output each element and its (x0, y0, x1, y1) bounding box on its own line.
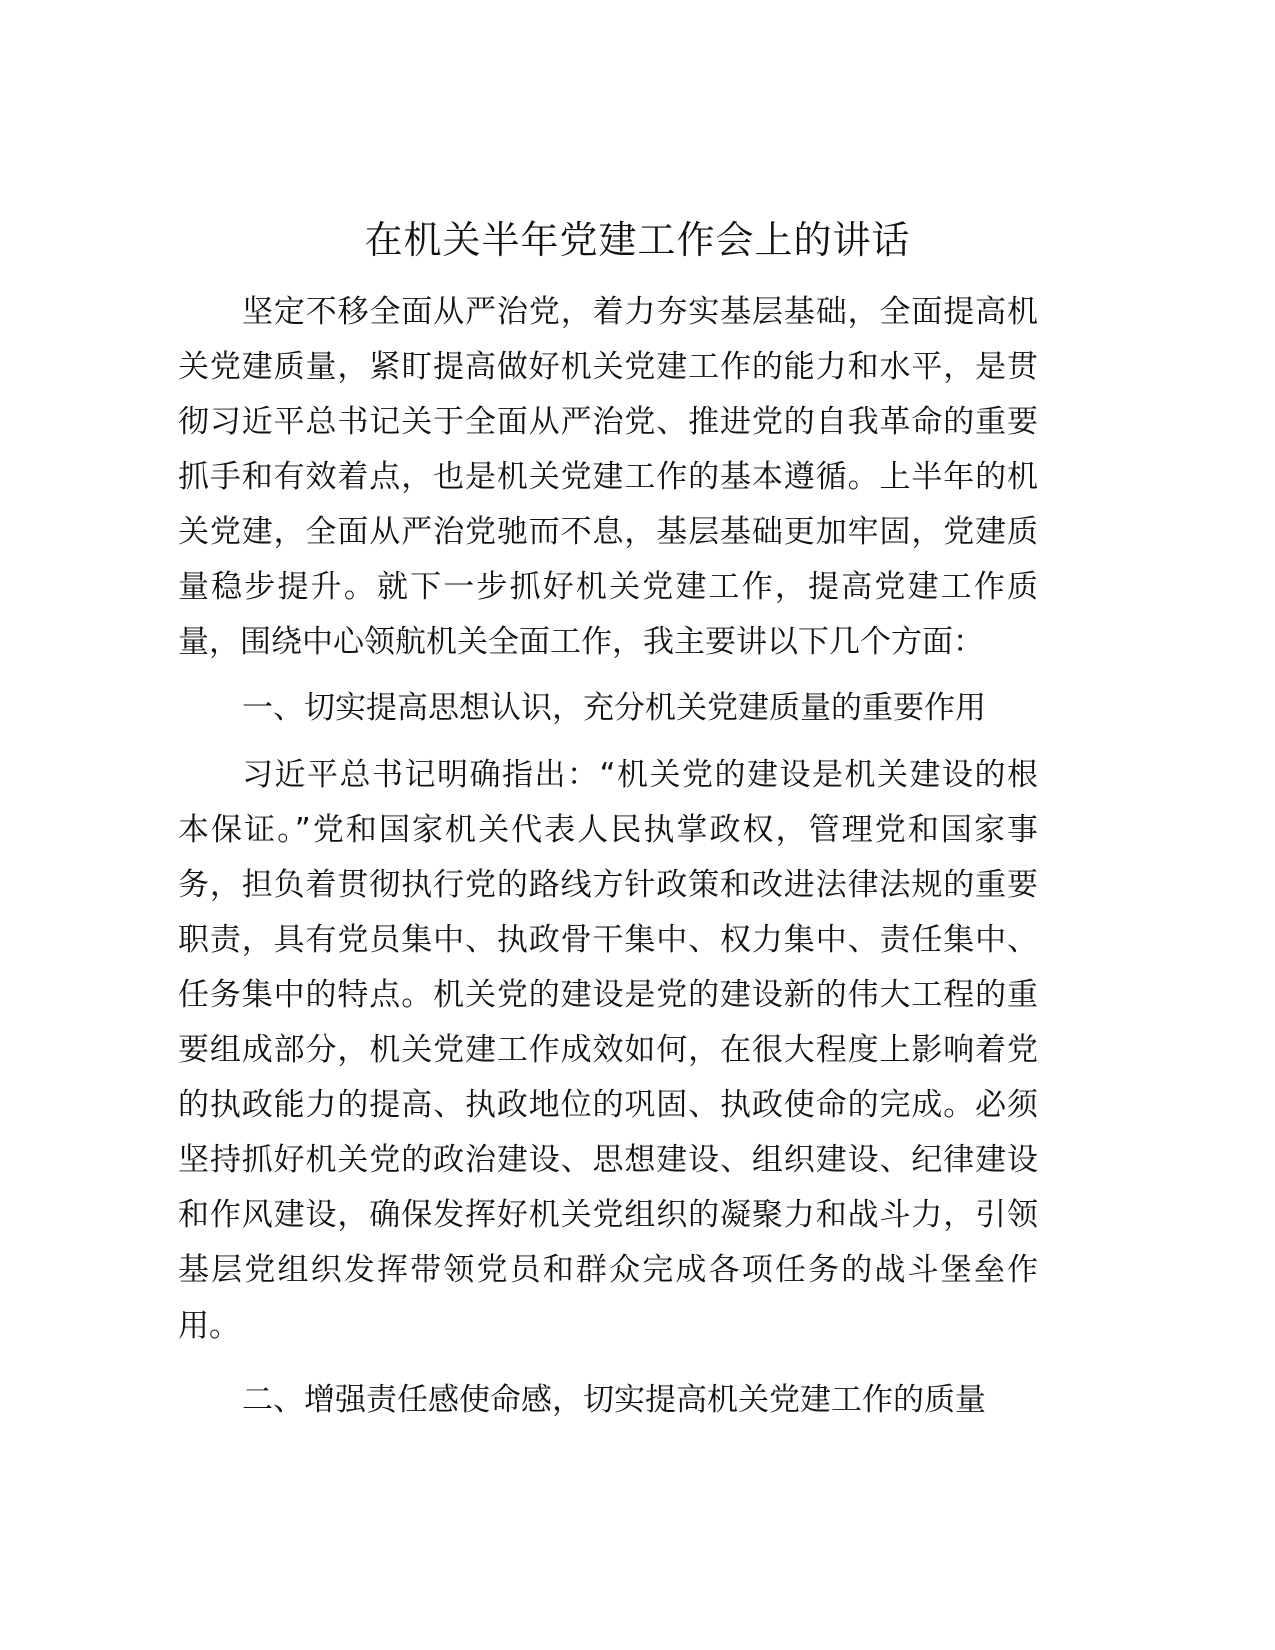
paragraph-line: 和作风建设，确保发挥好机关党组织的凝聚力和战斗力，引领 (178, 1197, 1038, 1233)
section-heading: 一、切实提高思想认识，充分机关党建质量的重要作用 (242, 690, 986, 726)
paragraph-line: 的执政能力的提高、执政地位的巩固、执政使命的完成。必须 (178, 1087, 1038, 1123)
paragraph-line: 基层党组织发挥带领党员和群众完成各项任务的战斗堡垒作 (178, 1252, 1038, 1288)
paragraph-line: 关党建质量，紧盯提高做好机关党建工作的能力和水平，是贯 (178, 349, 1038, 385)
document-title: 在机关半年党建工作会上的讲话 (364, 218, 911, 262)
paragraph-line: 任务集中的特点。机关党的建设是党的建设新的伟大工程的重 (178, 977, 1038, 1013)
paragraph-line: 抓手和有效着点，也是机关党建工作的基本遵循。上半年的机 (178, 459, 1038, 495)
paragraph-line: 彻习近平总书记关于全面从严治党、推进党的自我革命的重要 (178, 404, 1038, 440)
paragraph-line: 务，担负着贯彻执行党的路线方针政策和改进法律法规的重要 (178, 867, 1038, 903)
paragraph-line: 量稳步提升。就下一步抓好机关党建工作，提高党建工作质 (178, 569, 1038, 605)
paragraph-line: 职责，具有党员集中、执政骨干集中、权力集中、责任集中、 (178, 922, 1038, 958)
paragraph-line: 坚持抓好机关党的政治建设、思想建设、组织建设、纪律建设 (178, 1142, 1038, 1178)
paragraph-line: 用。 (178, 1308, 240, 1344)
paragraph-line: 量，围绕中心领航机关全面工作，我主要讲以下几个方面： (178, 624, 984, 660)
section-heading: 二、增强责任感使命感，切实提高机关党建工作的质量 (242, 1382, 986, 1418)
paragraph-line: 习近平总书记明确指出：“机关党的建设是机关建设的根 (242, 757, 1038, 793)
paragraph-line: 坚定不移全面从严治党，着力夯实基层基础，全面提高机 (242, 294, 1038, 330)
paragraph-line: 本保证。”党和国家机关代表人民执掌政权，管理党和国家事 (178, 812, 1038, 848)
paragraph-line: 关党建，全面从严治党驰而不息，基层基础更加牢固，党建质 (178, 514, 1038, 550)
paragraph-line: 要组成部分，机关党建工作成效如何，在很大程度上影响着党 (178, 1032, 1038, 1068)
